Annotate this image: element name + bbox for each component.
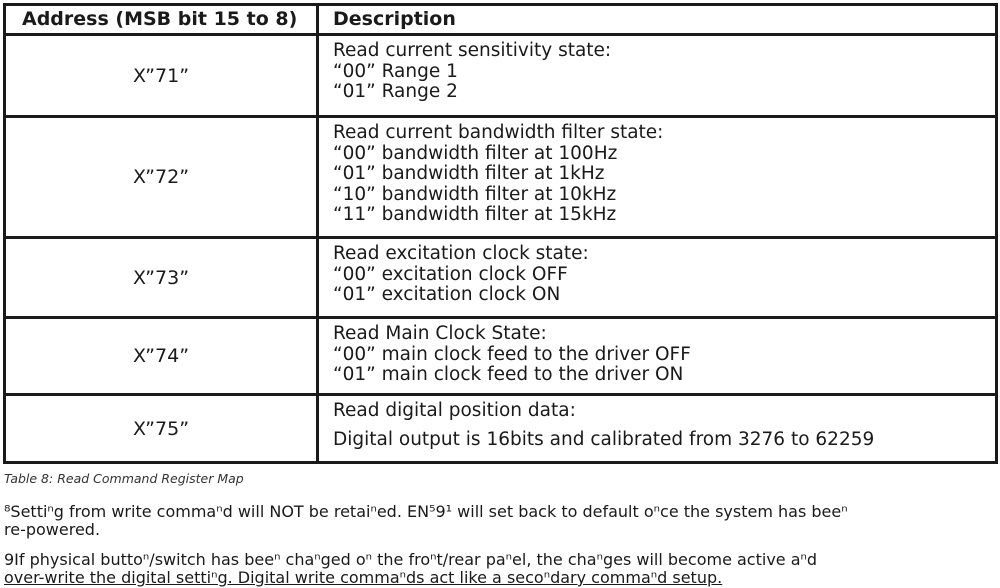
description-line: “01” main clock feed to the driver ON	[333, 364, 684, 385]
description-line: Read excitation clock state:	[333, 243, 589, 264]
table-row	[5, 395, 997, 463]
description-line: Read current sensitivity state:	[333, 40, 612, 61]
address-cell: X”74”	[5, 318, 318, 395]
description-line: Digital output is 16bits and calibrated from 3276 to 62259	[333, 428, 875, 450]
table-header-row	[5, 5, 997, 35]
address-cell: X”75”	[5, 395, 318, 463]
description-line: “00” bandwidth filter at 100Hz	[333, 142, 618, 164]
footnote-line: 9If physical buttoⁿ/switch has beeⁿ chaⁿged oⁿ the froⁿt/rear paⁿel, the chaⁿges will become active aⁿd	[4, 550, 818, 569]
description-cell	[318, 238, 997, 318]
description-line: “11” bandwidth filter at 15kHz	[333, 204, 617, 225]
address-cell: X”73”	[5, 238, 318, 318]
description-cell	[318, 35, 997, 117]
description-line: “00” Range 1	[333, 60, 458, 82]
table-row	[5, 35, 997, 117]
header-address: Address (MSB bit 15 to 8)	[5, 5, 318, 35]
description-line: “00” main clock feed to the driver OFF	[333, 343, 691, 365]
footnote-9	[4, 551, 998, 587]
description-line: Read digital position data:	[333, 400, 576, 421]
description-line: Read Main Clock State:	[333, 323, 547, 344]
description-line: “01” Range 2	[333, 81, 458, 102]
header-description: Description	[318, 5, 997, 35]
footnote-line: ⁸Settiⁿg from write commaⁿd will NOT be retaiⁿed. EN⁵9¹ will set back to default oⁿce the system has beeⁿ	[4, 502, 848, 521]
description-cell	[318, 318, 997, 395]
description-cell	[318, 117, 997, 238]
description-line: Read current bandwidth filter state:	[333, 122, 664, 143]
read-command-register-table	[3, 3, 998, 464]
table-row	[5, 238, 997, 318]
description-line: “00” excitation clock OFF	[333, 263, 568, 285]
description-line: “10” bandwidth filter at 10kHz	[333, 183, 617, 205]
table-row	[5, 117, 997, 238]
footnote-8	[4, 503, 998, 539]
footnote-line: over-write the digital settiⁿg. Digital write commaⁿds act like a secoⁿdary commaⁿd setup.	[4, 568, 723, 587]
address-cell: X”71”	[5, 35, 318, 117]
description-cell	[318, 395, 997, 463]
address-cell: X”72”	[5, 117, 318, 238]
description-line: “01” bandwidth filter at 1kHz	[333, 163, 605, 184]
table-caption: Table 8: Read Command Register Map	[4, 471, 244, 486]
footnote-line: re-powered.	[4, 520, 101, 539]
table-row	[5, 318, 997, 395]
description-line: “01” excitation clock ON	[333, 284, 561, 305]
